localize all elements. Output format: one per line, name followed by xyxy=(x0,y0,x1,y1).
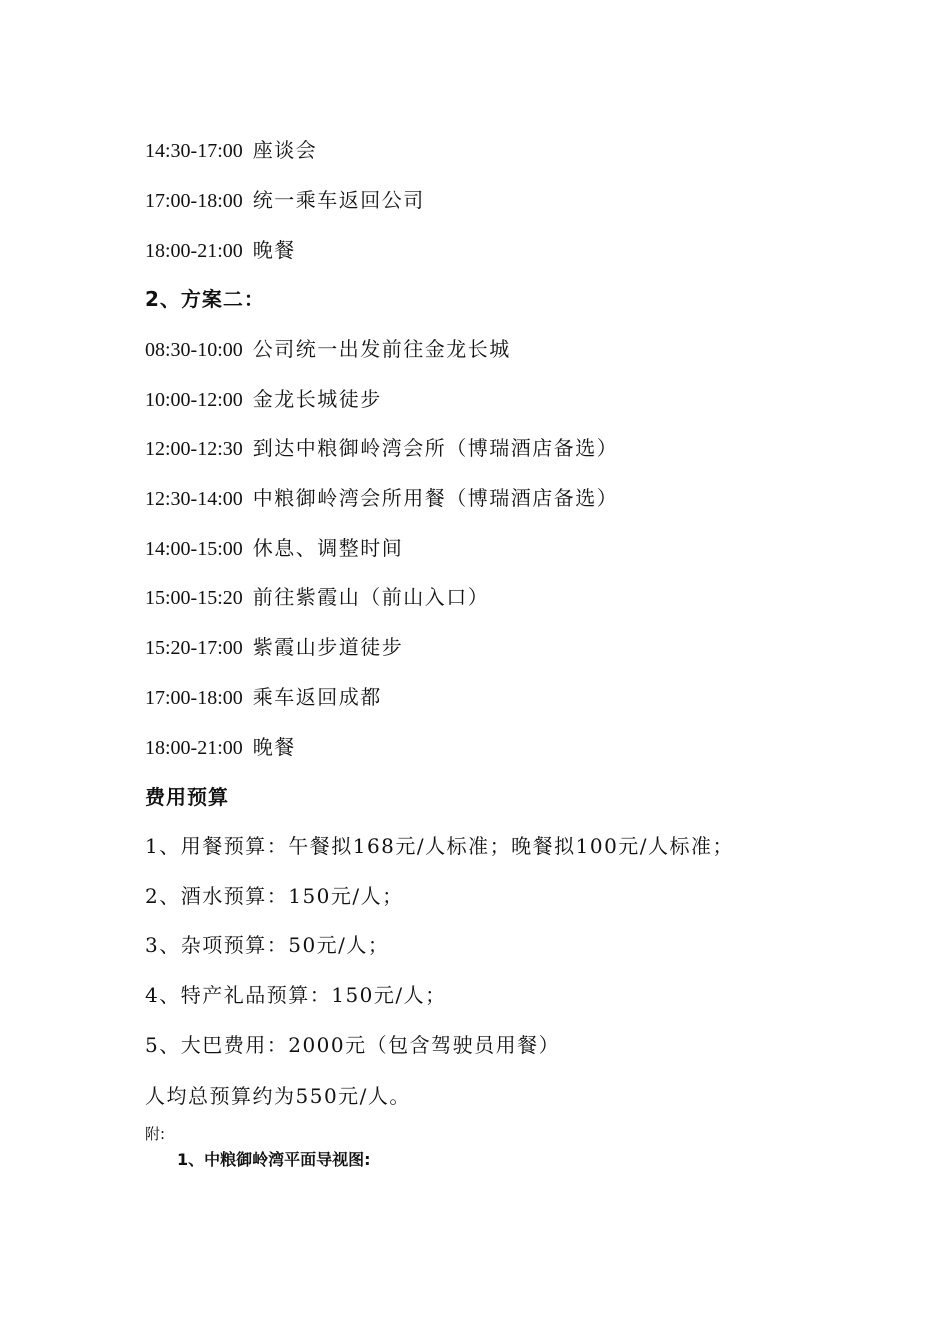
schedule-row xyxy=(145,734,296,761)
schedule-row xyxy=(145,187,425,214)
schedule-activity: 座谈会 xyxy=(252,138,318,162)
schedule-activity: 乘车返回成都 xyxy=(252,685,382,709)
schedule-time: 18:00-21:00 xyxy=(145,737,243,759)
schedule-activity: 晚餐 xyxy=(252,735,296,759)
schedule-time: 12:30-14:00 xyxy=(145,488,243,510)
budget-item: 4、特产礼品预算：150元/人； xyxy=(145,983,447,1007)
appendix-label: 附: xyxy=(145,1125,166,1143)
plan2-heading: 2、方案二： xyxy=(145,287,265,311)
schedule-row xyxy=(145,386,382,413)
schedule-row xyxy=(145,485,618,512)
schedule-time: 12:00-12:30 xyxy=(145,438,243,460)
schedule-activity: 前往紫霞山（前山入口） xyxy=(252,585,490,609)
schedule-activity: 到达中粮御岭湾会所（博瑞酒店备选） xyxy=(252,436,619,460)
schedule-row xyxy=(145,584,489,611)
schedule-row xyxy=(145,237,296,264)
schedule-activity: 金龙长城徒步 xyxy=(252,387,382,411)
schedule-time: 17:00-18:00 xyxy=(145,190,243,212)
budget-item: 5、大巴费用：2000元（包含驾驶员用餐） xyxy=(145,1033,561,1057)
schedule-activity: 公司统一出发前往金龙长城 xyxy=(252,337,511,361)
schedule-time: 15:00-15:20 xyxy=(145,587,243,609)
budget-total: 人均总预算约为550元/人。 xyxy=(145,1084,411,1108)
schedule-row xyxy=(145,435,618,462)
schedule-time: 10:00-12:00 xyxy=(145,389,243,411)
schedule-activity: 中粮御岭湾会所用餐（博瑞酒店备选） xyxy=(252,486,619,510)
schedule-activity: 休息、调整时间 xyxy=(252,536,404,560)
schedule-time: 08:30-10:00 xyxy=(145,339,243,361)
schedule-activity: 紫霞山步道徒步 xyxy=(252,635,404,659)
schedule-row xyxy=(145,137,317,164)
schedule-row xyxy=(145,684,382,711)
schedule-row xyxy=(145,634,403,661)
budget-item: 3、杂项预算：50元/人； xyxy=(145,933,390,957)
schedule-row xyxy=(145,336,511,363)
schedule-time: 14:00-15:00 xyxy=(145,538,243,560)
appendix-item: 1、中粮御岭湾平面导视图: xyxy=(177,1150,371,1169)
schedule-activity: 晚餐 xyxy=(252,238,296,262)
schedule-time: 15:20-17:00 xyxy=(145,637,243,659)
schedule-activity: 统一乘车返回公司 xyxy=(252,188,425,212)
schedule-row xyxy=(145,535,403,562)
schedule-time: 14:30-17:00 xyxy=(145,140,243,162)
schedule-time: 17:00-18:00 xyxy=(145,687,243,709)
budget-item: 2、酒水预算：150元/人； xyxy=(145,884,404,908)
budget-heading: 费用预算 xyxy=(145,785,229,809)
budget-item: 1、用餐预算：午餐拟168元/人标准；晚餐拟100元/人标准； xyxy=(145,834,735,858)
schedule-time: 18:00-21:00 xyxy=(145,240,243,262)
